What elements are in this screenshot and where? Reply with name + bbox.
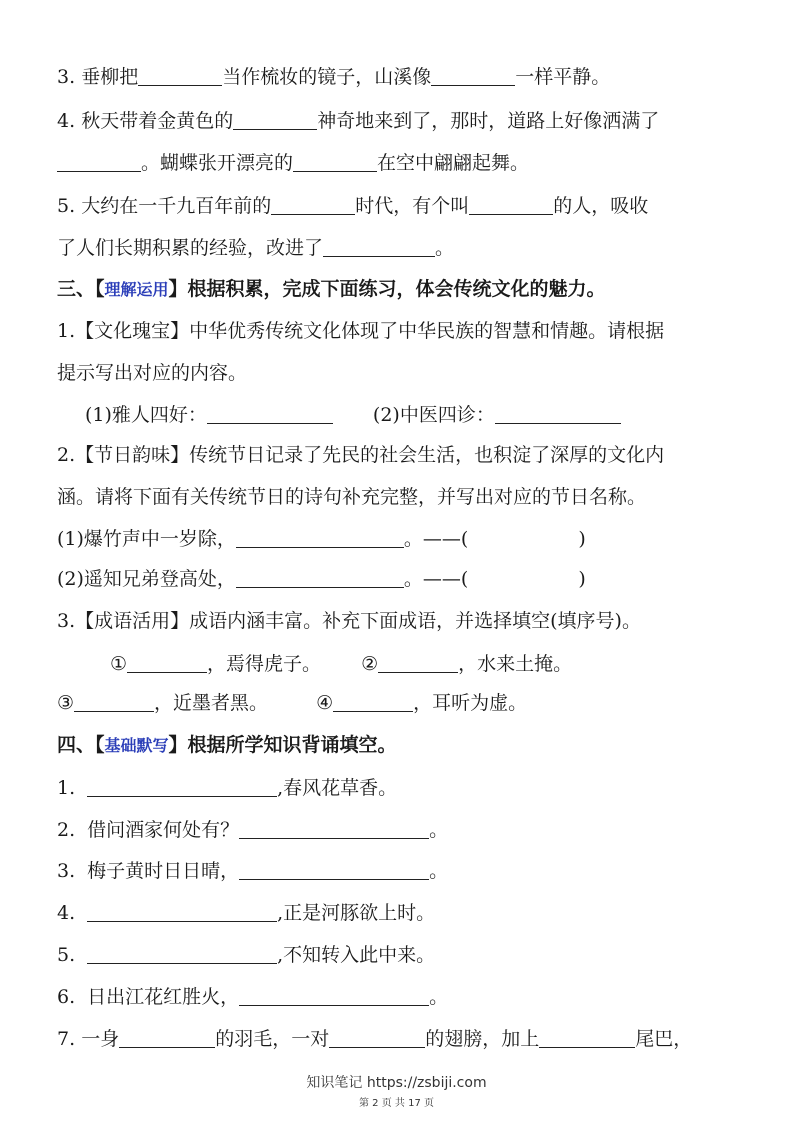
fill-blank[interactable] bbox=[57, 151, 141, 172]
s3-q3-idioms-1 bbox=[110, 651, 753, 677]
s4-q7-line bbox=[57, 1026, 753, 1052]
text: 。 bbox=[429, 860, 449, 882]
text: 一样平静。 bbox=[515, 66, 611, 88]
s3-q2-item-1 bbox=[57, 526, 753, 552]
fill-blank[interactable] bbox=[378, 652, 458, 673]
idiom-number: ③ bbox=[57, 692, 75, 714]
text: 了人们长期积累的经验，改进了 bbox=[57, 237, 324, 259]
text: ,春风花草香。 bbox=[277, 777, 398, 799]
item-number: 7. bbox=[57, 1028, 76, 1050]
heading-prefix: 三、【 bbox=[57, 278, 105, 300]
s3-q1-line bbox=[57, 318, 753, 344]
text: ,不知转入此中来。 bbox=[277, 944, 436, 966]
text: ，水来土掩。 bbox=[458, 653, 573, 675]
item-number: 2. bbox=[57, 819, 76, 841]
q5-line-2 bbox=[57, 235, 753, 261]
text: 垂柳把 bbox=[81, 66, 139, 88]
recite-item bbox=[57, 984, 753, 1010]
fill-blank[interactable] bbox=[87, 901, 277, 922]
fill-blank[interactable] bbox=[239, 818, 429, 839]
text: 。 bbox=[435, 237, 455, 259]
fill-blank[interactable] bbox=[207, 403, 333, 424]
s3-q3-line bbox=[57, 608, 753, 634]
item-number: 5. bbox=[57, 195, 76, 217]
fill-blank[interactable] bbox=[87, 776, 277, 797]
prompt: (1)爆竹声中一岁除， bbox=[57, 528, 236, 550]
text: ) bbox=[578, 568, 586, 590]
prompt: (2)中医四诊： bbox=[372, 404, 495, 426]
text: 的翅膀，加上 bbox=[425, 1028, 540, 1050]
text: 借问酒家何处有？ bbox=[87, 819, 240, 841]
item-number: 3. bbox=[57, 860, 76, 882]
section-4-heading bbox=[57, 732, 753, 759]
fill-blank[interactable] bbox=[74, 691, 154, 712]
item-number: 6. bbox=[57, 986, 76, 1008]
section-tag: 基础默写 bbox=[104, 736, 169, 755]
text: 大约在一千九百年前的 bbox=[81, 195, 272, 217]
text: 。——( bbox=[403, 568, 469, 590]
fill-blank[interactable] bbox=[119, 1027, 215, 1048]
recite-item bbox=[57, 858, 753, 884]
text: 一身 bbox=[81, 1028, 120, 1050]
fill-blank[interactable] bbox=[293, 151, 377, 172]
fill-blank[interactable] bbox=[271, 194, 355, 215]
text: 1.【文化瑰宝】中华优秀传统文化体现了中华民族的智慧和情趣。请根据 bbox=[57, 320, 665, 342]
heading-prefix: 四、【 bbox=[57, 734, 105, 756]
recite-item bbox=[57, 817, 753, 843]
fill-blank[interactable] bbox=[323, 236, 435, 257]
idiom-number: ④ bbox=[316, 692, 334, 714]
fill-blank[interactable] bbox=[236, 567, 404, 588]
fill-blank[interactable] bbox=[138, 65, 222, 86]
q5-line bbox=[57, 193, 753, 219]
item-number: 1. bbox=[57, 777, 76, 799]
fill-blank[interactable] bbox=[495, 403, 621, 424]
footer-watermark: 知识笔记 https://zsbiji.com bbox=[306, 1075, 487, 1091]
q4-line bbox=[57, 108, 753, 134]
text: 3.【成语活用】成语内涵丰富。补充下面成语，并选择填空(填序号)。 bbox=[57, 610, 641, 632]
recite-item bbox=[57, 942, 753, 968]
prompt: (1)雅人四好： bbox=[85, 404, 207, 426]
text: 2.【节日韵味】传统节日记录了先民的社会生活，也积淀了深厚的文化内 bbox=[57, 444, 665, 466]
fill-blank[interactable] bbox=[239, 859, 429, 880]
text: 梅子黄时日日晴， bbox=[87, 860, 240, 882]
s3-q2-line-2 bbox=[57, 484, 753, 510]
fill-blank[interactable] bbox=[233, 109, 317, 130]
text: 。蝴蝶张开漂亮的 bbox=[141, 152, 294, 174]
item-number: 4. bbox=[57, 902, 76, 924]
text: 的人，吸收 bbox=[553, 195, 649, 217]
s3-q1-prompts bbox=[85, 402, 753, 428]
idiom-number: ② bbox=[361, 653, 379, 675]
text: 当作梳妆的镜子，山溪像 bbox=[222, 66, 432, 88]
section-tag: 理解运用 bbox=[104, 280, 169, 299]
page-number: 第 2 页 共 17 页 bbox=[359, 1098, 434, 1109]
recite-item bbox=[57, 775, 753, 801]
fill-blank[interactable] bbox=[329, 1027, 425, 1048]
heading-suffix: 】根据所学知识背诵填空。 bbox=[168, 734, 397, 756]
text: ，耳听为虚。 bbox=[413, 692, 528, 714]
text: 。 bbox=[429, 986, 449, 1008]
s3-q3-idioms-2 bbox=[57, 690, 753, 716]
text: 提示写出对应的内容。 bbox=[57, 362, 248, 384]
fill-blank[interactable] bbox=[127, 652, 207, 673]
s3-q2-line bbox=[57, 442, 753, 468]
s3-q1-line-2 bbox=[57, 360, 753, 386]
prompt: (2)遥知兄弟登高处， bbox=[57, 568, 236, 590]
fill-blank[interactable] bbox=[469, 194, 553, 215]
text: 秋天带着金黄色的 bbox=[81, 110, 234, 132]
heading-suffix: 】根据积累，完成下面练习，体会传统文化的魅力。 bbox=[168, 278, 606, 300]
text: 在空中翩翩起舞。 bbox=[377, 152, 530, 174]
text: ，近墨者黑。 bbox=[154, 692, 269, 714]
s3-q2-item-2 bbox=[57, 566, 753, 592]
fill-blank[interactable] bbox=[431, 65, 515, 86]
text: 尾巴， bbox=[635, 1028, 693, 1050]
text: ) bbox=[578, 528, 586, 550]
item-number: 4. bbox=[57, 110, 76, 132]
q4-line-2 bbox=[57, 150, 753, 176]
fill-blank[interactable] bbox=[539, 1027, 635, 1048]
section-3-heading bbox=[57, 276, 753, 303]
text: 。 bbox=[429, 819, 449, 841]
text: ，焉得虎子。 bbox=[207, 653, 322, 675]
text: ,正是河豚欲上时。 bbox=[277, 902, 436, 924]
q3-line bbox=[57, 64, 753, 90]
item-number: 3. bbox=[57, 66, 76, 88]
text: 日出江花红胜火， bbox=[87, 986, 240, 1008]
text: 神奇地来到了，那时，道路上好像洒满了 bbox=[317, 110, 660, 132]
text: 的羽毛，一对 bbox=[215, 1028, 330, 1050]
fill-blank[interactable] bbox=[87, 943, 277, 964]
item-number: 5. bbox=[57, 944, 76, 966]
text: 涵。请将下面有关传统节日的诗句补充完整，并写出对应的节日名称。 bbox=[57, 486, 647, 508]
recite-item bbox=[57, 900, 753, 926]
fill-blank[interactable] bbox=[333, 691, 413, 712]
idiom-number: ① bbox=[110, 653, 128, 675]
text: 。——( bbox=[403, 528, 469, 550]
text: 时代，有个叫 bbox=[355, 195, 470, 217]
fill-blank[interactable] bbox=[239, 985, 429, 1006]
fill-blank[interactable] bbox=[236, 527, 404, 548]
